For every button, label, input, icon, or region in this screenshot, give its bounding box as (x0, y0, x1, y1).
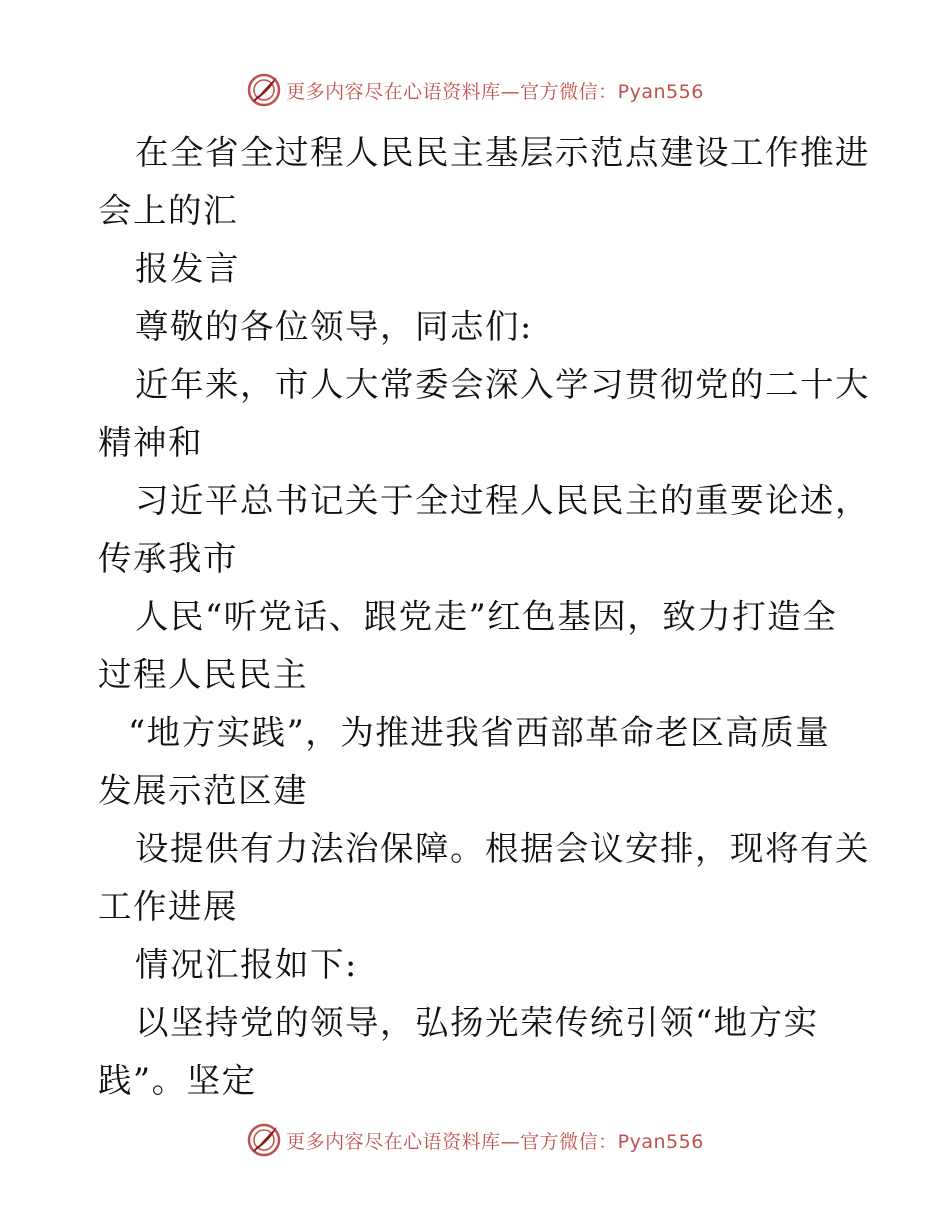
paragraph-line: 精神和 (98, 423, 203, 462)
paragraph-line: 工作进展 (98, 887, 238, 926)
footer-watermark (0, 1120, 950, 1160)
paragraph-line: 设提供有力法治保障。根据会议安排，现将有关 (135, 829, 870, 868)
watermark-text: 更多内容尽在心语资料库—官方微信：Pyan556 (286, 1130, 704, 1153)
paragraph-line: “地方实践”，为推进我省西部革命老区高质量 (128, 713, 831, 752)
watermark-text: 更多内容尽在心语资料库—官方微信：Pyan556 (286, 80, 704, 103)
paragraph-line: 过程人民民主 (98, 655, 308, 694)
document-body (98, 124, 870, 1110)
paragraph-line: 传承我市 (98, 539, 238, 578)
document-title-line-1: 在全省全过程人民民主基层示范点建设工作推进 (135, 133, 870, 172)
paragraph-line: 习近平总书记关于全过程人民民主的重要论述， (135, 481, 870, 520)
paragraph-line: 发展示范区建 (98, 771, 308, 810)
header-watermark (0, 70, 950, 110)
paragraph-line: 人民“听党话、跟党走”红色基因，致力打造全 (135, 597, 838, 636)
paragraph-line: 近年来，市人大常委会深入学习贯彻党的二十大 (135, 365, 870, 404)
paragraph-line: 情况汇报如下: (135, 945, 358, 984)
feather-pen-logo-icon (246, 1122, 282, 1158)
document-title-line-2: 会上的汇 (98, 191, 238, 230)
salutation-line: 尊敬的各位领导，同志们: (135, 307, 533, 346)
paragraph-line: 践”。坚定 (98, 1061, 257, 1100)
feather-pen-logo-icon (246, 72, 282, 108)
document-title-line-3: 报发言 (135, 249, 240, 288)
section-heading-line: 以坚持党的领导，弘扬光荣传统引领“地方实 (135, 1003, 819, 1042)
